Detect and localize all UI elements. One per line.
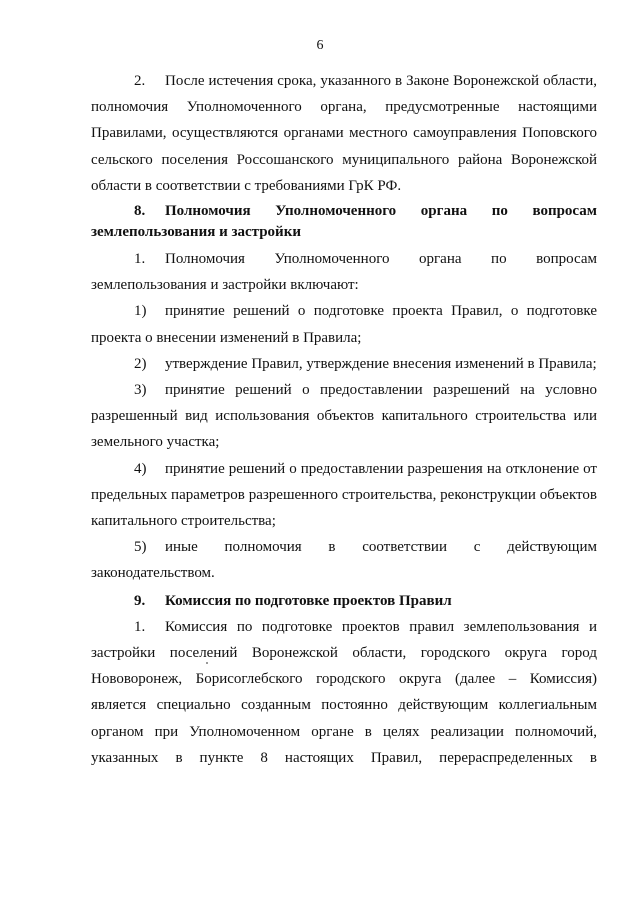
document-body [91,68,597,771]
list-item-number: 5) [134,539,147,556]
section-number: 9. [134,592,146,609]
scan-speck [206,662,208,664]
section-title: Комиссия по подготовке проектов Правил [165,592,452,609]
list-item-4 [91,456,597,535]
list-item-number: 1) [134,303,147,320]
paragraph-1-commission [91,614,597,771]
section-heading-8 [91,199,597,246]
section-heading-9 [91,587,597,614]
paragraph-1-powers-intro [91,246,597,298]
paragraph-2-term-expiry [91,68,597,199]
paragraph-number: 2. [134,73,146,89]
list-item-text: иные полномочия в соответствии с действующим законодательством. [91,539,597,582]
section-title: Полномочия Уполномоченного органа по вопросам землепользования и застройки [91,203,597,241]
list-item-text: принятие решений о подготовке проекта Правил, о подготовке проекта о внесении изменений в Правила; [91,303,597,346]
paragraph-text: Комиссия по подготовке проектов правил землепользования и застройки поселений Воронежской области, городского округа город Нововоронеж, Борисоглебского городского округа (далее – Комиссия) является специально созданным постоянно действующим коллегиальным органом при Уполномоченном органе в целях реализации полномочий, указанных в пункте 8 настоящих Правил, перераспределенных в [91,618,597,766]
list-item-3 [91,377,597,456]
list-item-number: 3) [134,382,147,399]
list-item-text: принятие решений о предоставлении разрешения на отклонение от предельных параметров разрешенного строительства, реконструкции объектов капитального строительства; [91,460,597,530]
list-item-text: принятие решений о предоставлении разрешений на условно разрешенный вид использования объектов капитального строительства или земельного участка; [91,382,597,451]
paragraph-text: После истечения срока, указанного в Законе Воронежской области, полномочия Уполномоченного органа, предусмотренные настоящими Правилами, осуществляются органами местного самоуправления Поповского сельского поселения Россошанского муниципального района Воронежской области в соответствии с требованиями ГрК РФ. [91,73,597,194]
list-item-text: утверждение Правил, утверждение внесения изменений в Правила; [165,355,597,372]
list-item-2 [91,351,597,377]
list-item-5 [91,534,597,586]
list-item-number: 2) [134,355,147,372]
paragraph-number: 1. [134,618,146,635]
paragraph-number: 1. [134,251,146,268]
list-item-number: 4) [134,460,147,477]
section-number: 8. [134,203,146,220]
paragraph-text: Полномочия Уполномоченного органа по вопросам землепользования и застройки включают: [91,251,597,294]
list-item-1 [91,298,597,350]
page-number: 6 [316,38,324,53]
